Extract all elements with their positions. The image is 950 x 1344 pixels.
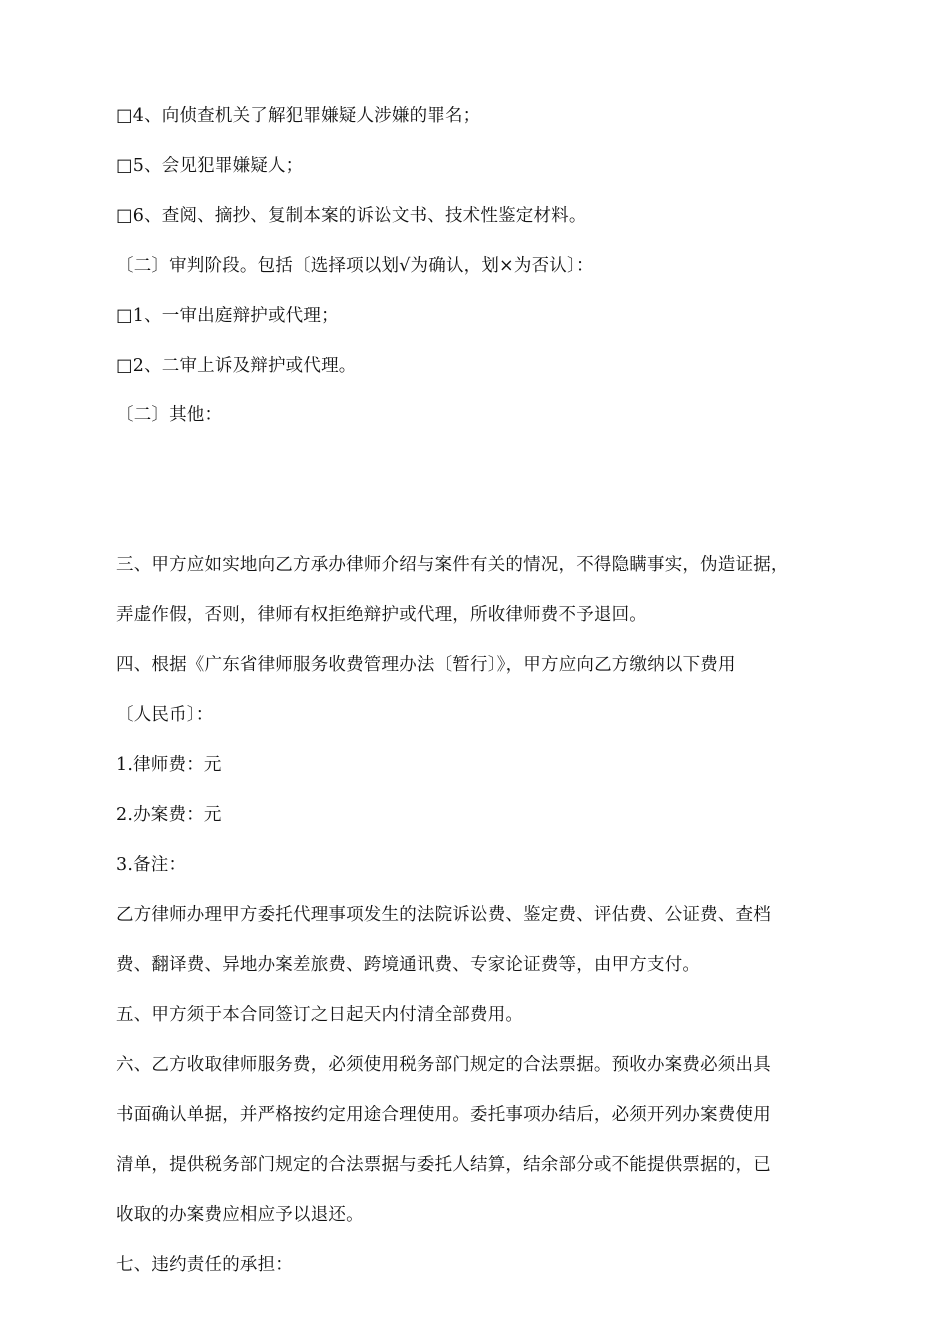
trial-stage-heading: 〔二〕审判阶段。包括〔选择项以划√为确认，划×为否认〕： xyxy=(116,256,594,276)
section-6-line-2: 书面确认单据，并严格按约定用途合理使用。委托事项办结后，必须开列办案费使用 xyxy=(116,1105,771,1125)
section-4-line-1: 四、根据《广东省律师服务收费管理办法〔暂行〕》，甲方应向乙方缴纳以下费用 xyxy=(116,655,736,675)
section-6-line-1: 六、乙方收取律师服务费，必须使用税务部门规定的合法票据。预收办案费必须出具 xyxy=(116,1055,771,1075)
section-3-line-1: 三、甲方应如实地向乙方承办律师介绍与案件有关的情况，不得隐瞒事实，伪造证据， xyxy=(116,555,789,575)
clause-item-4: □4、向侦查机关了解犯罪嫌疑人涉嫌的罪名； xyxy=(116,106,481,126)
section-6-line-3: 清单，提供税务部门规定的合法票据与委托人结算，结余部分或不能提供票据的，已 xyxy=(116,1155,771,1175)
trial-item-2: □2、二审上诉及辩护或代理。 xyxy=(116,356,357,376)
clause-item-5: □5、会见犯罪嫌疑人； xyxy=(116,156,304,176)
section-7-heading: 七、违约责任的承担： xyxy=(116,1255,293,1275)
fee-item-remark: 3.备注： xyxy=(116,855,187,875)
trial-item-1: □1、一审出庭辩护或代理； xyxy=(116,306,339,326)
fee-item-lawyer: 1.律师费：元 xyxy=(116,755,222,775)
remark-line-2: 费、翻译费、异地办案差旅费、跨境通讯费、专家论证费等，由甲方支付。 xyxy=(116,955,701,975)
section-3-line-2: 弄虚作假，否则，律师有权拒绝辩护或代理，所收律师费不予退回。 xyxy=(116,605,647,625)
fee-item-case: 2.办案费：元 xyxy=(116,805,222,825)
section-6-line-4: 收取的办案费应相应予以退还。 xyxy=(116,1205,364,1225)
section-5: 五、甲方须于本合同签订之日起天内付清全部费用。 xyxy=(116,1005,524,1025)
remark-line-1: 乙方律师办理甲方委托代理事项发生的法院诉讼费、鉴定费、评估费、公证费、查档 xyxy=(116,905,771,925)
section-4-line-2: 〔人民币〕： xyxy=(116,705,214,725)
other-heading: 〔二〕其他： xyxy=(116,405,223,425)
clause-item-6: □6、查阅、摘抄、复制本案的诉讼文书、技术性鉴定材料。 xyxy=(116,206,587,226)
